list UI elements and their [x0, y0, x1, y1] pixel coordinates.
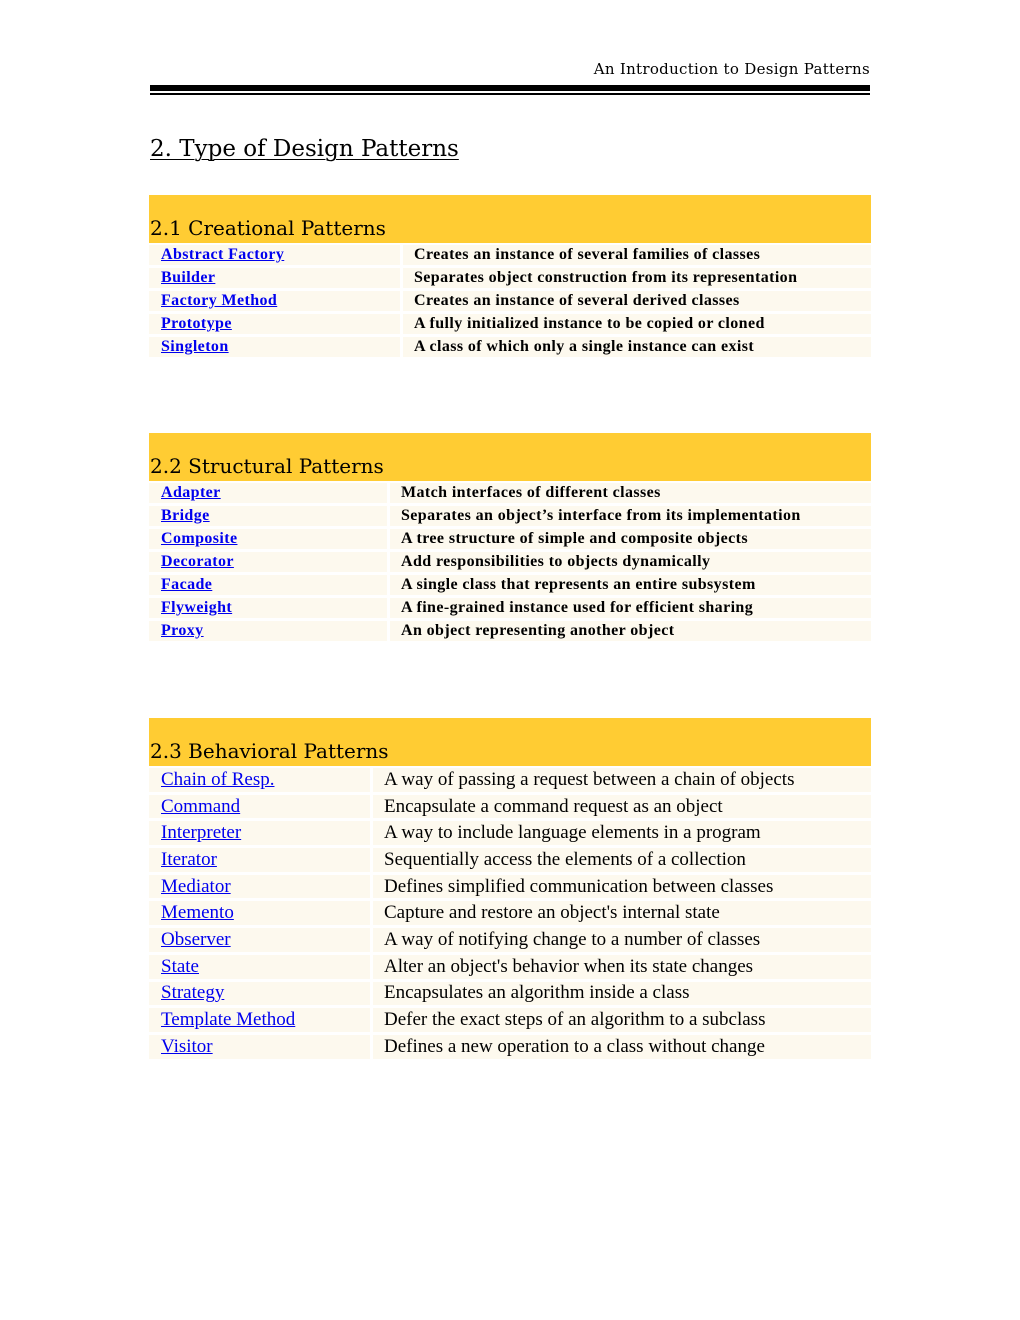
pattern-link[interactable]: Bridge	[161, 507, 210, 524]
pattern-link[interactable]: Iterator	[161, 848, 217, 870]
pattern-link[interactable]: Adapter	[161, 484, 221, 501]
pattern-link[interactable]: Factory Method	[161, 292, 278, 309]
pattern-name-cell	[149, 506, 387, 526]
pattern-link[interactable]: Interpreter	[161, 822, 242, 844]
pattern-description: Sequentially access the elements of a collection	[370, 848, 871, 872]
table-row	[149, 768, 871, 792]
pattern-link[interactable]: Proxy	[161, 622, 204, 639]
pattern-link[interactable]: Template Method	[161, 1009, 296, 1031]
pattern-link[interactable]: Observer	[161, 928, 231, 950]
pattern-link[interactable]: Decorator	[161, 553, 234, 570]
pattern-description: A class of which only a single instance can exist	[400, 337, 871, 357]
pattern-description: Capture and restore an object's internal state	[370, 901, 871, 925]
pattern-link[interactable]: Flyweight	[161, 599, 233, 616]
pattern-description: A way to include language elements in a program	[370, 821, 871, 845]
table-row	[149, 245, 871, 265]
table-row	[149, 506, 871, 526]
pattern-link[interactable]: Abstract Factory	[161, 246, 285, 263]
table-row	[149, 337, 871, 357]
table-row	[149, 529, 871, 549]
pattern-description: An object representing another object	[387, 621, 871, 641]
section-banner	[149, 718, 871, 766]
table-row	[149, 1035, 871, 1059]
pattern-link[interactable]: Prototype	[161, 315, 232, 332]
pattern-description: Match interfaces of different classes	[387, 483, 871, 503]
pattern-description: A tree structure of simple and composite objects	[387, 529, 871, 549]
pattern-name-cell	[149, 483, 387, 503]
table-row	[149, 268, 871, 288]
pattern-link[interactable]: Memento	[161, 902, 234, 924]
pattern-name-cell	[149, 552, 387, 572]
table-row	[149, 821, 871, 845]
table-row	[149, 621, 871, 641]
pattern-name-cell	[149, 529, 387, 549]
pattern-link[interactable]: Strategy	[161, 982, 225, 1004]
pattern-name-cell	[149, 795, 370, 819]
pattern-link[interactable]: Singleton	[161, 338, 229, 355]
pattern-name-cell	[149, 291, 400, 311]
pattern-description: Encapsulate a command request as an object	[370, 795, 871, 819]
pattern-link[interactable]: Visitor	[161, 1035, 213, 1057]
pattern-name-cell	[149, 821, 370, 845]
pattern-name-cell	[149, 621, 387, 641]
pattern-name-cell	[149, 314, 400, 334]
pattern-description: A way of passing a request between a chain of objects	[370, 768, 871, 792]
pattern-link[interactable]: Facade	[161, 576, 213, 593]
table-row	[149, 483, 871, 503]
pattern-description: Separates an object’s interface from its implementation	[387, 506, 871, 526]
pattern-name-cell	[149, 982, 370, 1006]
pattern-name-cell	[149, 875, 370, 899]
pattern-description: A way of notifying change to a number of classes	[370, 928, 871, 952]
pattern-description: A single class that represents an entire subsystem	[387, 575, 871, 595]
section-behavioral	[149, 718, 871, 1062]
table-row	[149, 314, 871, 334]
pattern-description: Defines a new operation to a class without change	[370, 1035, 871, 1059]
pattern-name-cell	[149, 928, 370, 952]
running-header: An Introduction to Design Patterns	[593, 60, 870, 78]
pattern-description: A fully initialized instance to be copied or cloned	[400, 314, 871, 334]
pattern-description: Encapsulates an algorithm inside a class	[370, 982, 871, 1006]
pattern-name-cell	[149, 268, 400, 288]
pattern-name-cell	[149, 337, 400, 357]
pattern-name-cell	[149, 245, 400, 265]
table-row	[149, 1008, 871, 1032]
pattern-table	[149, 242, 871, 360]
pattern-description: Alter an object's behavior when its state changes	[370, 955, 871, 979]
table-row	[149, 598, 871, 618]
pattern-name-cell	[149, 598, 387, 618]
table-row	[149, 955, 871, 979]
pattern-link[interactable]: Chain of Resp.	[161, 768, 275, 790]
pattern-description: Separates object construction from its representation	[400, 268, 871, 288]
table-row	[149, 928, 871, 952]
section-banner	[149, 195, 871, 243]
pattern-link[interactable]: Composite	[161, 530, 238, 547]
table-row	[149, 901, 871, 925]
section-banner	[149, 433, 871, 481]
table-row	[149, 291, 871, 311]
pattern-description: Creates an instance of several derived classes	[400, 291, 871, 311]
pattern-description: A fine-grained instance used for efficient sharing	[387, 598, 871, 618]
page-title: 2. Type of Design Patterns	[150, 136, 459, 162]
table-row	[149, 982, 871, 1006]
pattern-description: Creates an instance of several families of classes	[400, 245, 871, 265]
pattern-name-cell	[149, 1035, 370, 1059]
section-creational	[149, 195, 871, 360]
pattern-link[interactable]: Builder	[161, 269, 216, 286]
pattern-name-cell	[149, 848, 370, 872]
table-row	[149, 575, 871, 595]
pattern-link[interactable]: Command	[161, 795, 241, 817]
pattern-name-cell	[149, 575, 387, 595]
pattern-description: Defines simplified communication between classes	[370, 875, 871, 899]
pattern-link[interactable]: Mediator	[161, 875, 231, 897]
pattern-name-cell	[149, 955, 370, 979]
pattern-description: Defer the exact steps of an algorithm to a subclass	[370, 1008, 871, 1032]
pattern-table	[149, 480, 871, 644]
pattern-table	[149, 765, 871, 1062]
table-row	[149, 552, 871, 572]
section-heading: 2.1 Creational Patterns	[150, 216, 386, 240]
pattern-link[interactable]: State	[161, 955, 199, 977]
section-heading: 2.3 Behavioral Patterns	[150, 739, 389, 763]
pattern-name-cell	[149, 901, 370, 925]
table-row	[149, 875, 871, 899]
pattern-description: Add responsibilities to objects dynamically	[387, 552, 871, 572]
pattern-name-cell	[149, 768, 370, 792]
header-rule	[150, 85, 870, 91]
table-row	[149, 848, 871, 872]
section-heading: 2.2 Structural Patterns	[150, 454, 384, 478]
section-structural	[149, 433, 871, 644]
header-rule-thin	[150, 93, 870, 95]
pattern-name-cell	[149, 1008, 370, 1032]
table-row	[149, 795, 871, 819]
